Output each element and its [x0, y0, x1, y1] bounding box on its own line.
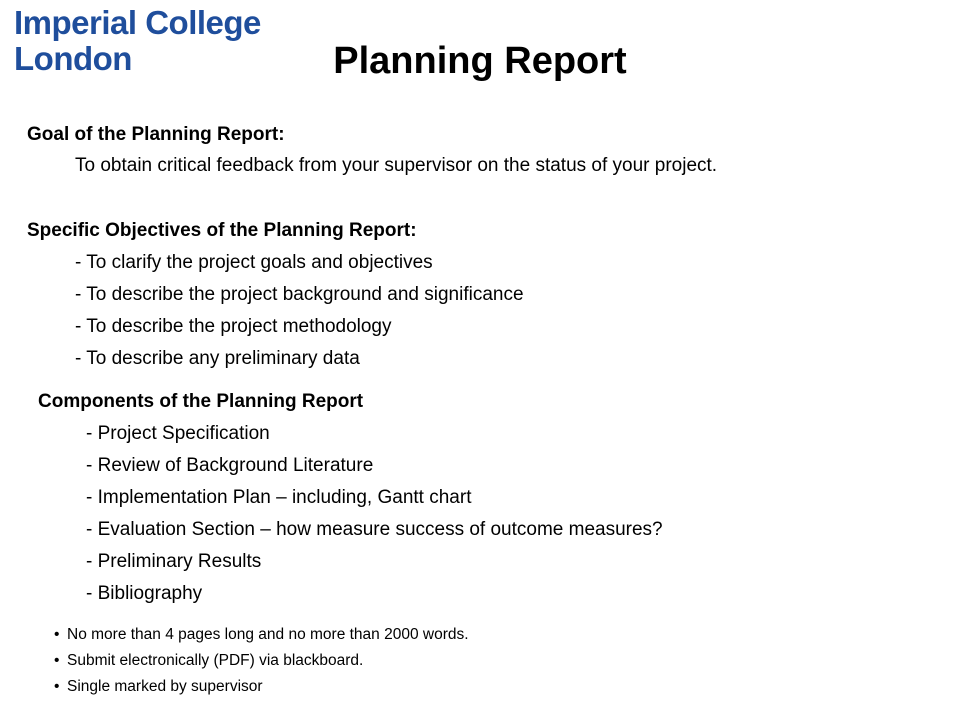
notes-list: [54, 622, 469, 700]
note-text: Single marked by supervisor: [67, 678, 263, 695]
objective-item: - To describe the project background and significance: [75, 284, 524, 305]
objectives-heading: Specific Objectives of the Planning Report:: [27, 220, 417, 241]
objective-item: - To describe the project methodology: [75, 316, 392, 337]
components-heading: Components of the Planning Report: [38, 391, 364, 412]
note-text: Submit electronically (PDF) via blackboard.: [67, 652, 364, 669]
page-title: Planning Report: [333, 40, 627, 82]
note-item: [54, 674, 469, 700]
objective-item: - To clarify the project goals and objectives: [75, 252, 433, 273]
goal-heading: Goal of the Planning Report:: [27, 124, 285, 145]
bullet-icon: •: [54, 652, 60, 669]
component-item: - Implementation Plan – including, Gantt chart: [86, 487, 472, 508]
component-item: - Project Specification: [86, 423, 270, 444]
component-item: - Preliminary Results: [86, 551, 262, 572]
component-item: - Bibliography: [86, 583, 203, 604]
logo-line1: Imperial College: [14, 4, 261, 41]
note-item: [54, 648, 469, 674]
bullet-icon: •: [54, 678, 60, 695]
component-item: - Review of Background Literature: [86, 455, 374, 476]
note-text: No more than 4 pages long and no more than 2000 words.: [67, 626, 469, 643]
note-item: [54, 622, 469, 648]
objective-item: - To describe any preliminary data: [75, 348, 360, 369]
component-item: - Evaluation Section – how measure success of outcome measures?: [86, 519, 663, 540]
goal-text: To obtain critical feedback from your supervisor on the status of your project.: [75, 155, 718, 176]
logo-line2: London: [14, 40, 132, 77]
bullet-icon: •: [54, 626, 60, 643]
